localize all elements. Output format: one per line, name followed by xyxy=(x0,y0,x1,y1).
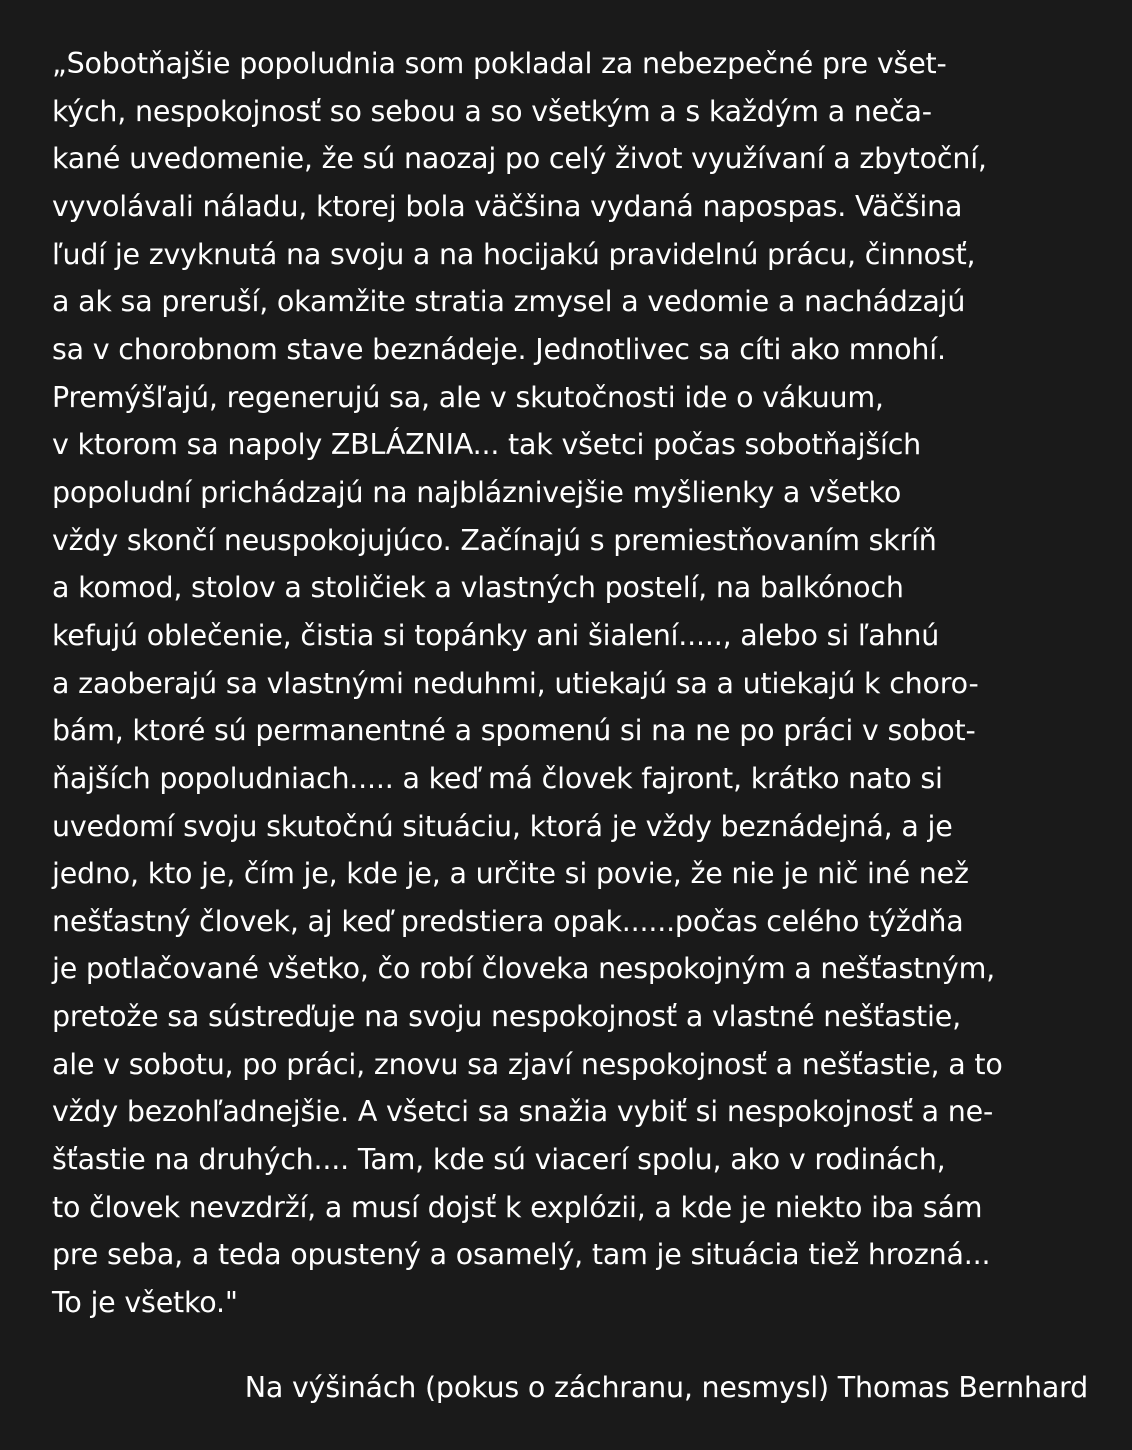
quote-line: „Sobotňajšie popoludnia som pokladal za nebezpečné pre všet- xyxy=(52,47,947,80)
quote-line: sa v chorobnom stave beznádeje. Jednotlivec sa cíti ako mnohí. xyxy=(52,332,946,366)
quote-line: kané uvedomenie, že sú naozaj po celý život využívaní a zbytoční, xyxy=(52,142,987,176)
quote-line: šťastie na druhých.... Tam, kde sú viacerí spolu, ako v rodinách, xyxy=(52,1143,946,1177)
quote-line: vždy skončí neuspokojujúco. Začínajú s premiestňovaním skríň xyxy=(52,523,937,557)
quote-line: pretože sa sústreďuje na svoju nespokojnosť a vlastné nešťastie, xyxy=(52,1000,961,1034)
quote-line: ale v sobotu, po práci, znovu sa zjaví nespokojnosť a nešťastie, a to xyxy=(52,1047,1003,1081)
quote-line: to človek nevzdrží, a musí dojsť k explózii, a kde je niekto iba sám xyxy=(52,1190,983,1224)
attribution: Na výšinách (pokus o záchranu, nesmysl) Thomas Bernhard xyxy=(244,1371,1088,1404)
quote-line: je potlačované všetko, čo robí človeka nespokojným a nešťastným, xyxy=(52,952,996,986)
quote-line: vyvolávali náladu, ktorej bola väčšina vydaná napospas. Väčšina xyxy=(52,189,963,223)
quote-line: a komod, stolov a stoličiek a vlastných postelí, na balkónoch xyxy=(52,571,904,605)
quote-line: pre seba, a teda opustený a osamelý, tam je situácia tiež hrozná... xyxy=(52,1238,991,1272)
quote-line: kefujú oblečenie, čistia si topánky ani šialení....., alebo si ľahnú xyxy=(52,618,940,652)
quote-line: kých, nespokojnosť so sebou a so všetkým a s každým a neča- xyxy=(52,94,932,128)
quote-line: uvedomí svoju skutočnú situáciu, ktorá je vždy beznádejná, a je xyxy=(52,809,953,843)
quote-line: nešťastný človek, aj keď predstiera opak......počas celého týždňa xyxy=(52,904,964,938)
quote-line: v ktorom sa napoly ZBLÁZNIA... tak všetci počas sobotňajších xyxy=(52,428,922,462)
quote-line: jedno, kto je, čím je, kde je, a určite si povie, že nie je nič iné než xyxy=(52,857,969,891)
quote-line: ľudí je zvyknutá na svoju a na hocijakú pravidelnú prácu, činnosť, xyxy=(52,237,976,271)
quote-line: a ak sa preruší, okamžite stratia zmysel a vedomie a nachádzajú xyxy=(52,285,966,319)
quote-line: bám, ktoré sú permanentné a spomenú si na ne po práci v sobot- xyxy=(52,714,976,748)
quote-line: popoludní prichádzajú na najbláznivejšie myšlienky a všetko xyxy=(52,475,902,509)
quote-line: vždy bezohľadnejšie. A všetci sa snažia vybiť si nespokojnosť a ne- xyxy=(52,1095,994,1129)
quote-block xyxy=(52,40,1112,1327)
quote-line: To je všetko." xyxy=(52,1286,238,1320)
quote-line: ňajších popoludniach..... a keď má človek fajront, krátko nato si xyxy=(52,761,943,795)
quote-line: a zaoberajú sa vlastnými neduhmi, utiekajú sa a utiekajú k choro- xyxy=(52,666,979,700)
quote-line: Premýšľajú, regenerujú sa, ale v skutočnosti ide o vákuum, xyxy=(52,380,884,414)
